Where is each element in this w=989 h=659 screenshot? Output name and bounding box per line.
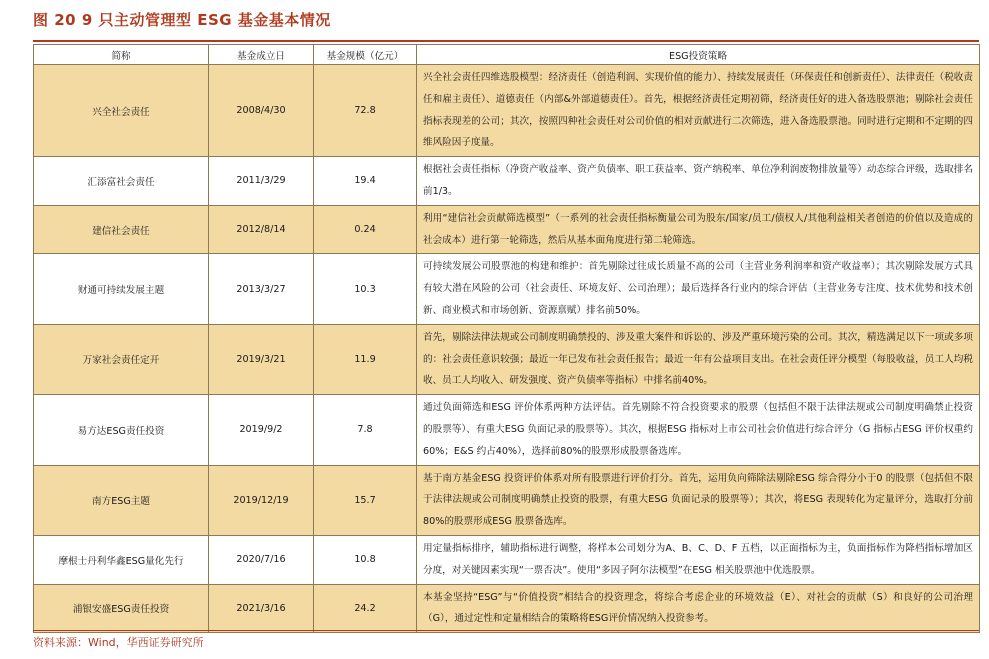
fund-name: 南方ESG主题	[34, 465, 209, 535]
fund-name: 易方达ESG责任投资	[34, 395, 209, 465]
fund-date: 2020/7/16	[209, 535, 314, 584]
fund-size: 10.3	[314, 254, 417, 324]
fund-strategy: 可持续发展公司股票池的构建和维护：首先剔除过往成长质量不高的公司（主营业务利润率和资产收益率）；其次剔除发展方式具有较大潜在风险的公司（社会责任、环境友好、公司治理）；最后选择各行业内的综合评估（主营业务专注度、技术优势和技术创新、商业模式和市场创新、资源禀赋）排名前50%。	[417, 254, 980, 324]
fund-size: 11.9	[314, 324, 417, 394]
fund-size: 72.8	[314, 65, 417, 157]
title-rule	[33, 40, 979, 42]
fund-strategy: 用定量指标排序，辅助指标进行调整，将样本公司划分为A、B、C、D、F 五档，以正面指标为主，负面指标作为降档指标增加区分度，对关键因素实现“一票否决”。使用“多因子阿尔法模型”在ESG 相关股票池中优选股票。	[417, 535, 980, 584]
source-note: 资料来源：Wind，华西证券研究所	[33, 636, 204, 649]
fund-date: 2011/3/29	[209, 157, 314, 206]
fund-strategy: 首先，剔除法律法规或公司制度明确禁投的、涉及重大案件和诉讼的、涉及严重环境污染的公司。其次，精选满足以下一项或多项的：社会责任意识较强；最近一年已发布社会责任报告；最近一年有公益项目支出。在社会责任评分模型（每股收益，员工人均税收、员工人均收入、研发强度、资产负债率等指标）中排名前40%。	[417, 324, 980, 394]
fund-name: 兴全社会责任	[34, 65, 209, 157]
table-row	[34, 324, 980, 394]
fund-name: 浦银安盛ESG责任投资	[34, 584, 209, 633]
table-row	[34, 157, 980, 206]
table-row	[34, 395, 980, 465]
fund-date: 2019/3/21	[209, 324, 314, 394]
fund-strategy: 本基金坚持“ESG”与“价值投资”相结合的投资理念，将综合考虑企业的环境效益（E）、对社会的贡献（S）和良好的公司治理（G），通过定性和定量相结合的策略将ESG评价情况纳入投资参考。	[417, 584, 980, 633]
table-row	[34, 535, 980, 584]
table-row	[34, 254, 980, 324]
fund-size: 19.4	[314, 157, 417, 206]
fund-strategy: 利用“建信社会贡献筛选模型”（一系列的社会责任指标衡量公司为股东/国家/员工/债权人/其他利益相关者创造的价值以及造成的社会成本）进行第一轮筛选，然后从基本面角度进行第二轮筛选。	[417, 205, 980, 254]
table-row	[34, 584, 980, 633]
table-header-row	[34, 45, 980, 65]
fund-strategy: 兴全社会责任四维选股模型：经济责任（创造利润、实现价值的能力）、持续发展责任（环保责任和创新责任）、法律责任（税收责任和雇主责任）、道德责任（内部&外部道德责任）。首先，根据经济责任定期初筛，经济责任好的进入备选股票池；剔除社会责任指标表现差的公司；其次，按照四种社会责任对公司价值的相对贡献进行二次筛选，进入备选股票池。同时进行定期和不定期的四维风险因子度量。	[417, 65, 980, 157]
header-size: 基金规模（亿元）	[314, 45, 417, 65]
header-date: 基金成立日	[209, 45, 314, 65]
fund-size: 15.7	[314, 465, 417, 535]
fund-name: 财通可持续发展主题	[34, 254, 209, 324]
fund-date: 2013/3/27	[209, 254, 314, 324]
table-row	[34, 205, 980, 254]
fund-name: 汇添富社会责任	[34, 157, 209, 206]
esg-fund-table	[33, 44, 980, 633]
table-row	[34, 465, 980, 535]
fund-strategy: 基于南方基金ESG 投资评价体系对所有股票进行评价打分。首先，运用负向筛除法剔除ESG 综合得分小于0 的股票（包括但不限于法律法规或公司制度明确禁止投资的股票，有重大ESG 负面记录的股票等）；其次，将ESG 表现转化为定量评分，选取打分前80%的股票形成ESG 股票备选库。	[417, 465, 980, 535]
fund-name: 摩根士丹利华鑫ESG量化先行	[34, 535, 209, 584]
fund-size: 24.2	[314, 584, 417, 633]
source-rule	[33, 630, 979, 631]
fund-date: 2019/12/19	[209, 465, 314, 535]
fund-date: 2021/3/16	[209, 584, 314, 633]
fund-date: 2019/9/2	[209, 395, 314, 465]
fund-name: 万家社会责任定开	[34, 324, 209, 394]
header-name: 简称	[34, 45, 209, 65]
figure-title: 图 20 9 只主动管理型 ESG 基金基本情况	[33, 11, 331, 29]
fund-name: 建信社会责任	[34, 205, 209, 254]
header-strategy: ESG投资策略	[417, 45, 980, 65]
fund-size: 10.8	[314, 535, 417, 584]
table-row	[34, 65, 980, 157]
fund-date: 2008/4/30	[209, 65, 314, 157]
fund-size: 0.24	[314, 205, 417, 254]
fund-size: 7.8	[314, 395, 417, 465]
fund-strategy: 通过负面筛选和ESG 评价体系两种方法评估。首先剔除不符合投资要求的股票（包括但不限于法律法规或公司制度明确禁止投资的股票等）、有重大ESG 负面记录的股票等）。其次，根据ESG 指标对上市公司社会价值进行综合评分（G 指标占ESG 评价权重约60%；E&S 约占40%），选择前80%的股票形成股票备选库。	[417, 395, 980, 465]
fund-strategy: 根据社会责任指标（净资产收益率、资产负债率、职工获益率、资产纳税率、单位净利润废物排放量等）动态综合评级，选取排名前1/3。	[417, 157, 980, 206]
fund-date: 2012/8/14	[209, 205, 314, 254]
